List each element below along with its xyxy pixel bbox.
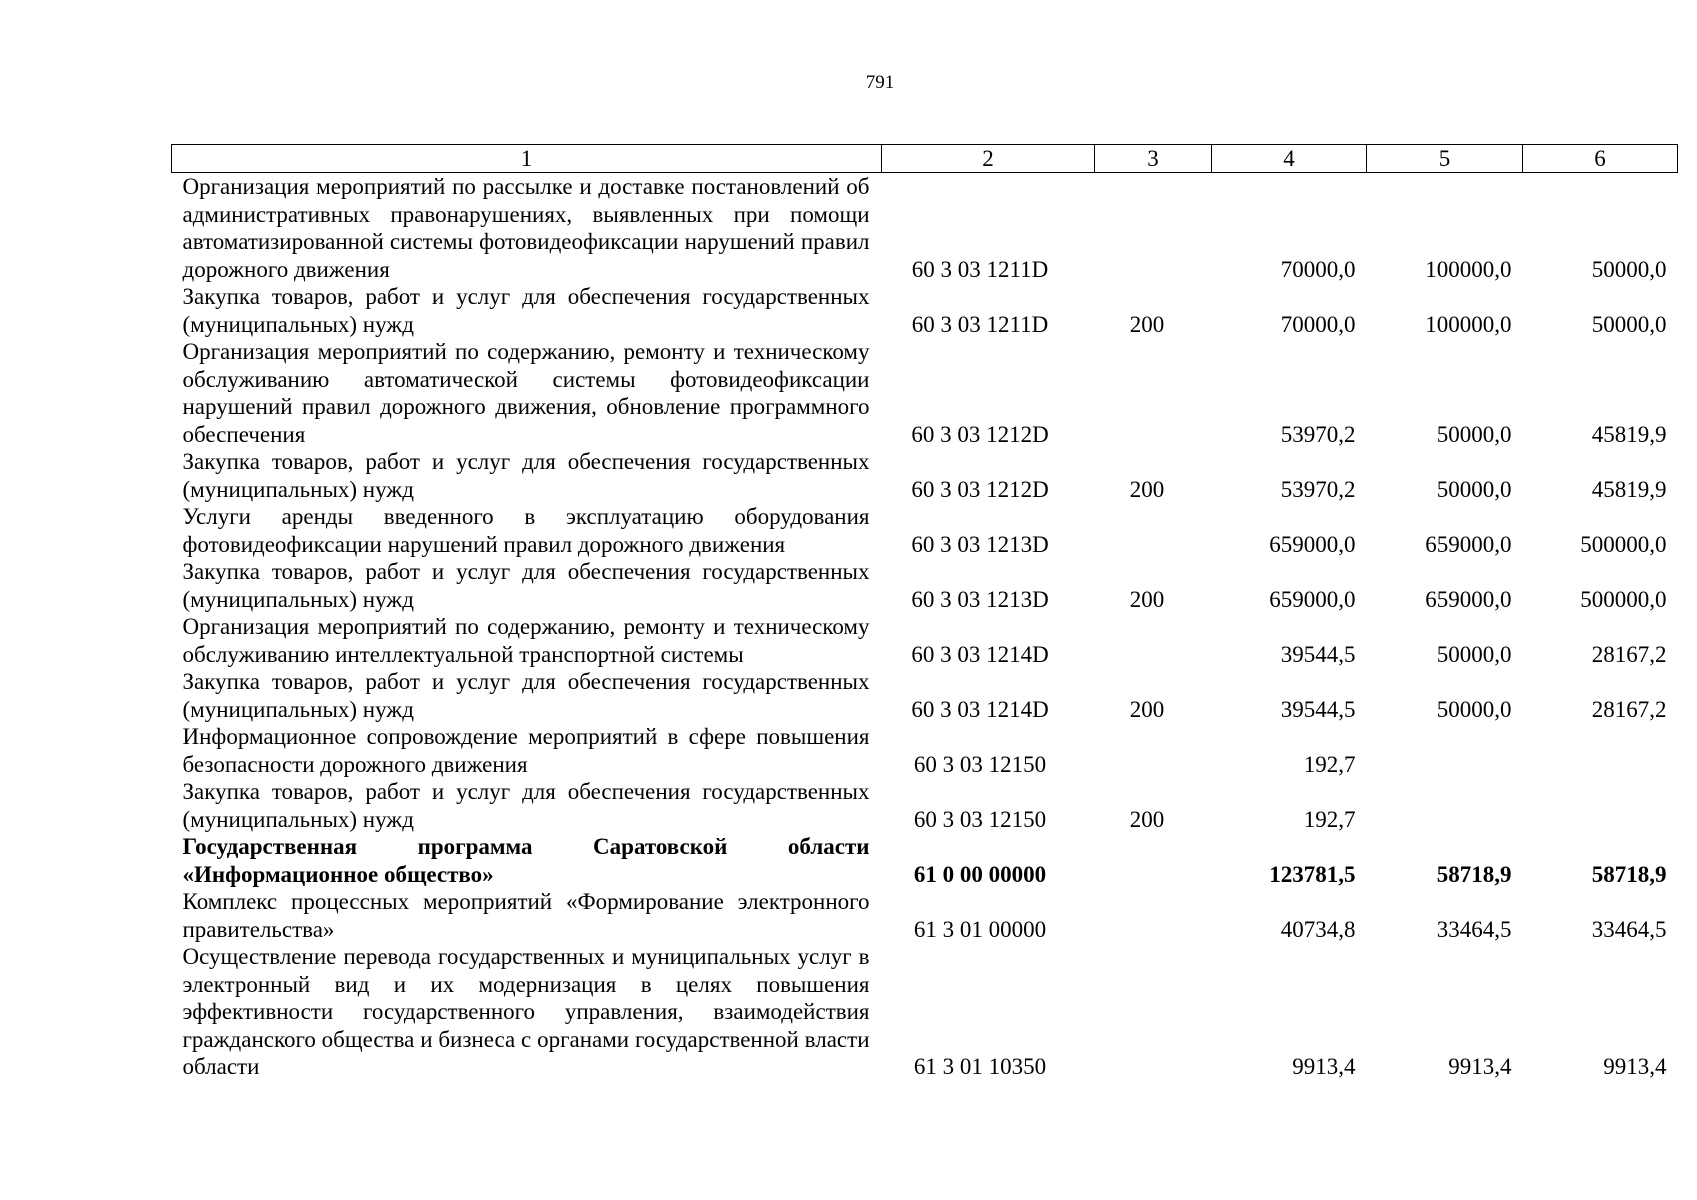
row-target-code: 61 3 01 10350 [913, 1054, 1047, 1079]
row-target-code: 60 3 03 1213D [911, 531, 1049, 557]
row-value-col5: 100000,0 [1425, 256, 1512, 282]
row-value-col4: 659000,0 [1269, 586, 1356, 612]
row-value-col4: 123781,5 [1269, 861, 1356, 887]
row-target-code: 61 0 00 00000 [913, 861, 1047, 887]
row-target-code: 60 3 03 1212D [911, 476, 1049, 502]
row-target-code: 60 3 03 1214D [911, 696, 1049, 722]
row-description: Закупка товаров, работ и услуг для обеспечения государственных (муниципальных) нужд [182, 284, 870, 337]
row-value-col5: 50000,0 [1436, 641, 1512, 667]
row-expense-type [1095, 943, 1212, 1081]
row-description: Осуществление перевода государственных и муниципальных услуг в электронный вид и их модернизация в целях повышения эффективности государственного управления, взаимодействия гражданского общества и бизнеса с органами государственной власти области [182, 944, 870, 1079]
row-description: Организация мероприятий по содержанию, ремонту и техническому обслуживанию автоматической системы фотовидеофиксации нарушений правил дорожного движения, обновление программного обеспечения [182, 339, 870, 447]
row-value-col4: 40734,8 [1280, 916, 1356, 942]
row-target-code: 60 3 03 12150 [913, 806, 1047, 832]
row-expense-type: 200 [1129, 586, 1165, 612]
column-header-3: 3 [1095, 145, 1212, 173]
row-value-col5: 50000,0 [1436, 476, 1512, 502]
row-expense-type [1095, 613, 1212, 668]
table-row [172, 613, 1678, 668]
row-value-col6: 28167,2 [1591, 696, 1667, 722]
row-value-col5: 100000,0 [1425, 311, 1512, 337]
header-row [172, 145, 1678, 173]
row-value-col4: 192,7 [1303, 751, 1356, 777]
row-target-code: 60 3 03 1213D [911, 586, 1049, 612]
row-description: Государственная программа Саратовской области «Информационное общество» [182, 834, 870, 887]
row-expense-type [1095, 723, 1212, 778]
table-row [172, 943, 1678, 1081]
row-expense-type: 200 [1129, 696, 1165, 722]
row-value-col6: 50000,0 [1591, 256, 1667, 282]
row-expense-type [1095, 888, 1212, 943]
row-description: Закупка товаров, работ и услуг для обеспечения государственных (муниципальных) нужд [182, 669, 870, 722]
table-row [172, 888, 1678, 943]
column-header-5: 5 [1367, 145, 1523, 173]
row-value-col6: 50000,0 [1591, 311, 1667, 337]
row-target-code: 61 3 01 00000 [913, 916, 1047, 942]
row-value-col6: 28167,2 [1591, 641, 1667, 667]
table-header [172, 145, 1678, 173]
table-row [172, 503, 1678, 558]
row-value-col6: 45819,9 [1591, 476, 1667, 502]
table-body [172, 173, 1678, 1081]
row-value-col6: 500000,0 [1580, 531, 1667, 557]
table-row [172, 338, 1678, 448]
row-target-code: 60 3 03 1211D [911, 311, 1049, 337]
row-value-col5: 58718,9 [1436, 861, 1512, 887]
row-description: Информационное сопровождение мероприятий в сфере повышения безопасности дорожного движения [182, 724, 870, 777]
row-value-col5: 9913,4 [1448, 1054, 1512, 1079]
row-value-col5: 33464,5 [1436, 916, 1512, 942]
row-value-col4: 192,7 [1303, 806, 1356, 832]
row-description: Услуги аренды введенного в эксплуатацию оборудования фотовидеофиксации нарушений правил дорожного движения [182, 504, 870, 557]
row-value-col6: 33464,5 [1591, 916, 1667, 942]
column-header-2: 2 [882, 145, 1095, 173]
row-expense-type: 200 [1129, 806, 1165, 832]
row-expense-type [1095, 338, 1212, 448]
table-row [172, 283, 1678, 338]
budget-table [171, 144, 1678, 1081]
row-value-col4: 70000,0 [1280, 256, 1356, 282]
table-row [172, 668, 1678, 723]
row-value-col6 [1523, 723, 1678, 778]
row-value-col5: 659000,0 [1425, 531, 1512, 557]
row-expense-type: 200 [1129, 476, 1165, 502]
row-description: Закупка товаров, работ и услуг для обеспечения государственных (муниципальных) нужд [182, 559, 870, 612]
row-expense-type: 200 [1129, 311, 1165, 337]
row-value-col6 [1523, 778, 1678, 833]
row-value-col4: 39544,5 [1280, 696, 1356, 722]
row-value-col4: 9913,4 [1292, 1054, 1356, 1079]
row-value-col6: 500000,0 [1580, 586, 1667, 612]
row-expense-type [1095, 503, 1212, 558]
row-value-col6: 9913,4 [1603, 1054, 1667, 1079]
row-value-col6: 58718,9 [1591, 861, 1667, 887]
row-description: Закупка товаров, работ и услуг для обеспечения государственных (муниципальных) нужд [182, 779, 870, 832]
row-value-col4: 659000,0 [1269, 531, 1356, 557]
row-value-col5 [1367, 723, 1523, 778]
row-value-col4: 70000,0 [1280, 311, 1356, 337]
row-target-code: 60 3 03 1211D [911, 256, 1049, 282]
column-header-4: 4 [1212, 145, 1367, 173]
table-row [172, 173, 1678, 284]
row-target-code: 60 3 03 12150 [913, 751, 1047, 777]
row-target-code: 60 3 03 1212D [911, 421, 1049, 447]
table-row [172, 448, 1678, 503]
row-value-col5: 659000,0 [1425, 586, 1512, 612]
row-description: Организация мероприятий по содержанию, ремонту и техническому обслуживанию интеллектуальной транспортной системы [182, 614, 870, 667]
table-row [172, 558, 1678, 613]
column-header-6: 6 [1523, 145, 1678, 173]
page-number: 791 [865, 72, 895, 93]
row-target-code: 60 3 03 1214D [911, 641, 1049, 667]
table-row [172, 778, 1678, 833]
row-expense-type [1095, 173, 1212, 284]
row-description: Закупка товаров, работ и услуг для обеспечения государственных (муниципальных) нужд [182, 449, 870, 502]
row-value-col5: 50000,0 [1436, 421, 1512, 447]
row-value-col6: 45819,9 [1591, 421, 1667, 447]
row-value-col4: 53970,2 [1280, 476, 1356, 502]
row-value-col5: 50000,0 [1436, 696, 1512, 722]
row-value-col4: 39544,5 [1280, 641, 1356, 667]
row-description: Организация мероприятий по рассылке и доставке постановлений об административных правонарушениях, выявленных при помощи автоматизированной системы фотовидеофиксации нарушений правил дорожного движения [182, 174, 870, 282]
row-expense-type [1095, 833, 1212, 888]
table-row [172, 723, 1678, 778]
column-header-1: 1 [172, 145, 882, 173]
row-value-col5 [1367, 778, 1523, 833]
row-value-col4: 53970,2 [1280, 421, 1356, 447]
table-row [172, 833, 1678, 888]
row-description: Комплекс процессных мероприятий «Формирование электронного правительства» [182, 889, 870, 942]
